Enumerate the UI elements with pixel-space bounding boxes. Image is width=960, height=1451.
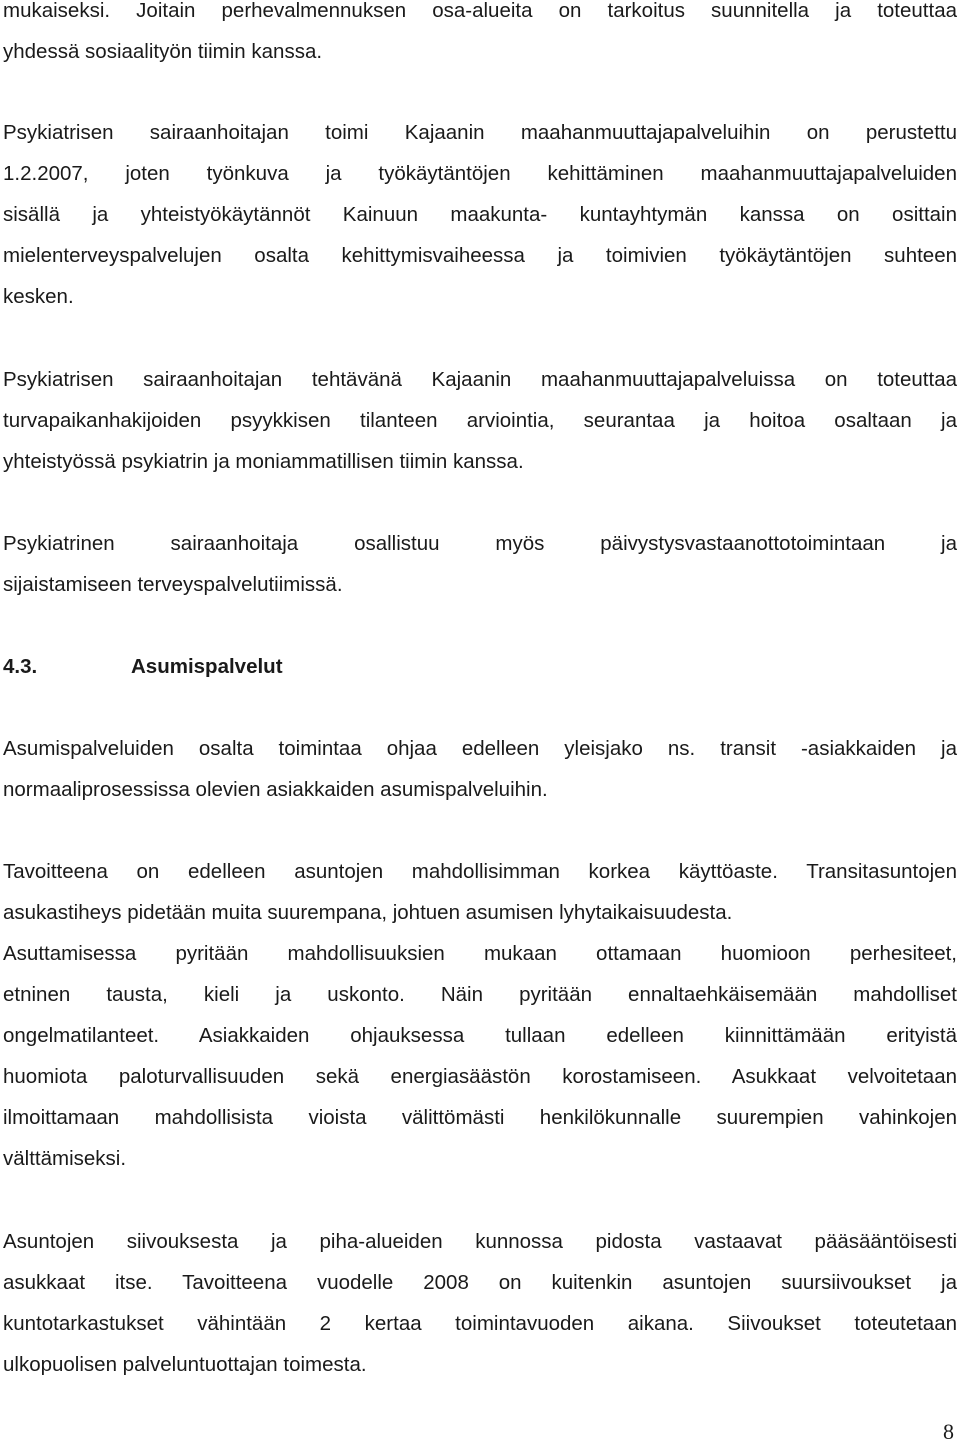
section-number: 4.3. [3,655,38,678]
text-line: ongelmatilanteet. Asiakkaiden ohjauksessa tullaan edelleen kiinnittämään erityistä [3,1024,957,1047]
text-line: kuntotarkastukset vähintään 2 kertaa toimintavuoden aikana. Siivoukset toteutetaan [3,1312,957,1335]
text-line: Psykiatrisen sairaanhoitajan tehtävänä Kajaanin maahanmuuttajapalveluissa on toteuttaa [3,368,957,391]
text-line: normaaliprosessissa olevien asiakkaiden asumispalveluihin. [3,778,548,801]
text-line: etninen tausta, kieli ja uskonto. Näin pyritään ennaltaehkäisemään mahdolliset [3,983,957,1006]
text-line: asukkaat itse. Tavoitteena vuodelle 2008 on kuitenkin asuntojen suursiivoukset ja [3,1271,957,1294]
text-line: mukaiseksi. Joitain perhevalmennuksen osa-alueita on tarkoitus suunnitella ja toteuttaa [3,0,957,22]
text-line: asukastiheys pidetään muita suurempana, johtuen asumisen lyhytaikaisuudesta. [3,901,733,924]
text-line: Psykiatrinen sairaanhoitaja osallistuu myös päivystysvastaanottotoimintaan ja [3,532,957,555]
section-title: Asumispalvelut [131,655,283,678]
text-line: Asuntojen siivouksesta ja piha-alueiden kunnossa pidosta vastaavat pääsääntöisesti [3,1230,957,1253]
text-line: Asumispalveluiden osalta toimintaa ohjaa edelleen yleisjako ns. transit -asiakkaiden ja [3,737,957,760]
text-line: yhdessä sosiaalityön tiimin kanssa. [3,40,323,63]
text-line: huomiota paloturvallisuuden sekä energiasäästön korostamiseen. Asukkaat velvoitetaan [3,1065,957,1088]
text-line: välttämiseksi. [3,1147,127,1170]
text-line: 1.2.2007, joten työnkuva ja työkäytäntöjen kehittäminen maahanmuuttajapalveluiden [3,162,957,185]
text-line: ilmoittamaan mahdollisista vioista välittömästi henkilökunnalle suurempien vahinkojen [3,1106,957,1129]
text-line: sijaistamiseen terveyspalvelutiimissä. [3,573,343,596]
text-line: ulkopuolisen palveluntuottajan toimesta. [3,1353,367,1376]
text-line: Psykiatrisen sairaanhoitajan toimi Kajaanin maahanmuuttajapalveluihin on perustettu [3,121,957,144]
text-line: turvapaikanhakijoiden psyykkisen tilanteen arviointia, seurantaa ja hoitoa osaltaan ja [3,409,957,432]
text-line: Asuttamisessa pyritään mahdollisuuksien mukaan ottamaan huomioon perhesiteet, [3,942,957,965]
text-line: Tavoitteena on edelleen asuntojen mahdollisimman korkea käyttöaste. Transitasuntojen [3,860,957,883]
section-heading [3,652,283,682]
text-line: sisällä ja yhteistyökäytännöt Kainuun maakunta- kuntayhtymän kanssa on osittain [3,203,957,226]
text-line: yhteistyössä psykiatrin ja moniammatillisen tiimin kanssa. [3,450,524,473]
text-line: kesken. [3,285,74,308]
text-line: mielenterveyspalvelujen osalta kehittymisvaiheessa ja toimivien työkäytäntöjen suhteen [3,244,957,267]
page-number: 8 [943,1419,954,1444]
